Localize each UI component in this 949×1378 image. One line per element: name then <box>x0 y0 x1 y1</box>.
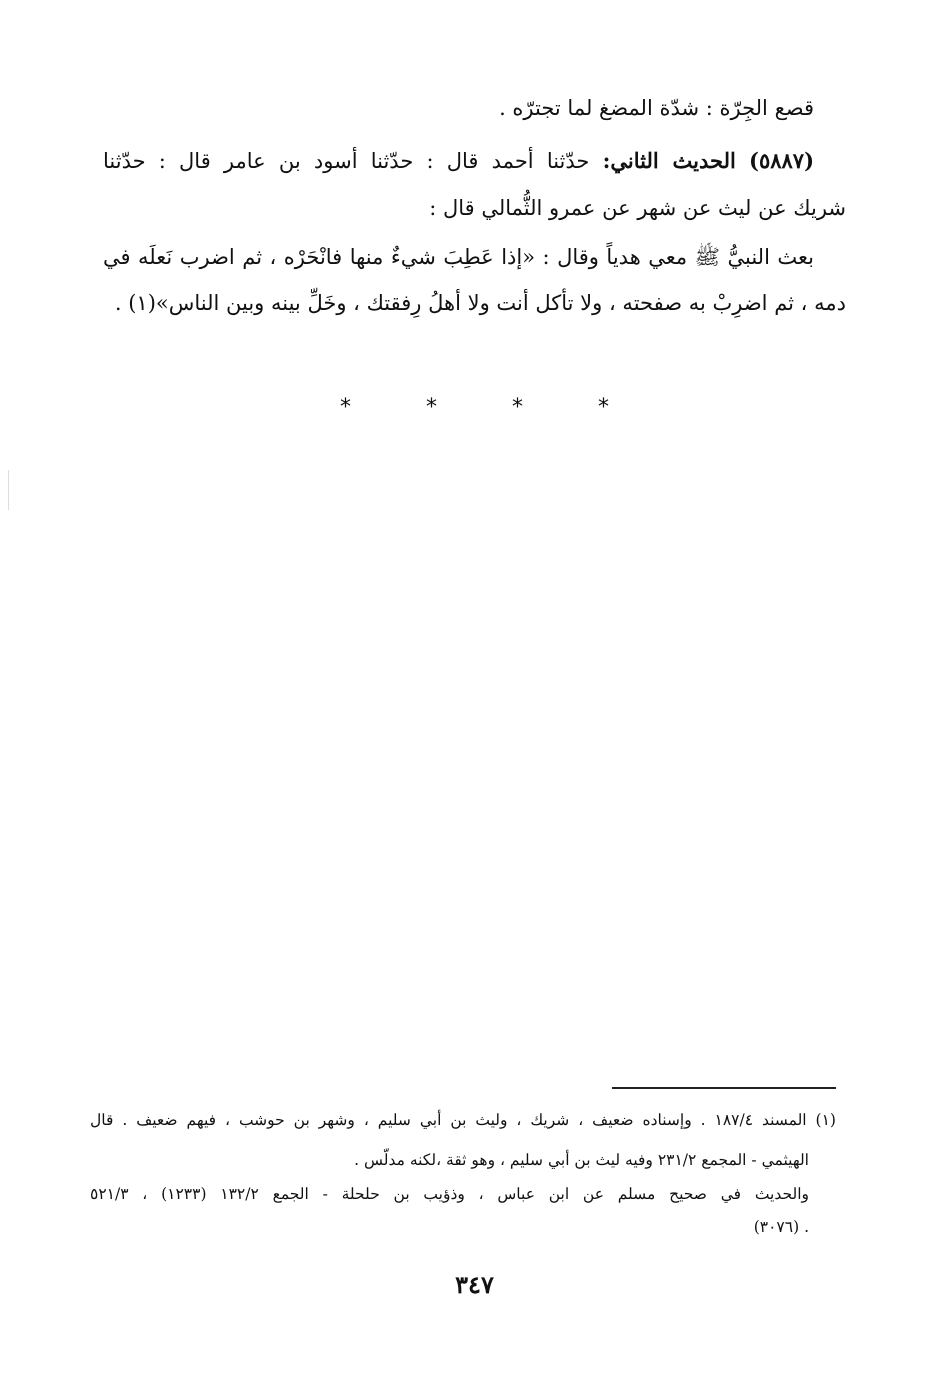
footnote-rule <box>612 1087 836 1089</box>
scan-margin-mark <box>8 470 9 510</box>
page-number: ٣٤٧ <box>455 1270 494 1299</box>
hadith-title: الحديث الثاني: <box>602 148 736 173</box>
footnote-2-line-1: والحديث في صحيح مسلم عن ابن عباس ، وذؤيب بن حلحلة - الجمع ١٣٢/٢ (١٢٣٣) ، ٥٢١/٣ <box>90 1185 810 1203</box>
footnote-1-line-2: الهيثمي - المجمع ٢٣١/٢ وفيه ليث بن أبي سليم ، وهو ثقة ،لكنه مدلّس . <box>354 1151 809 1169</box>
section-separator-stars: * * * * <box>340 395 643 420</box>
gloss-line: قصع الجِرّة : شدّة المضغ لما تجترّه . <box>499 96 814 120</box>
matn-line-1: بعث النبيُّ ﷺ معي هدياً وقال : «إذا عَطِبَ شيءٌ منها فانْحَرْه ، ثم اضرب نَعلَه في <box>103 245 814 269</box>
isnad-line-2: شريك عن ليث عن شهر عن عمرو الثُّمالي قال : <box>429 196 846 220</box>
footnote-1-line-1: (١) المسند ١٨٧/٤ . وإسناده ضعيف ، شريك ، وليث بن أبي سليم ، وشهر بن حوشب ، فيهم ضعيف . قال <box>90 1111 836 1129</box>
isnad-line-1: حدّثنا أحمد قال : حدّثنا أسود بن عامر قال : حدّثنا <box>103 149 590 173</box>
matn-line-2: دمه ، ثم اضرِبْ به صفحته ، ولا تأكل أنت ولا أهلُ رِفقتك ، وخَلِّ بينه وبين الناس»(١) . <box>114 291 846 315</box>
hadith-heading-line <box>103 146 814 176</box>
footnote-2-line-2: . (٣٠٧٦) <box>753 1218 809 1236</box>
hadith-number: (٥٨٨٧) <box>749 148 814 173</box>
